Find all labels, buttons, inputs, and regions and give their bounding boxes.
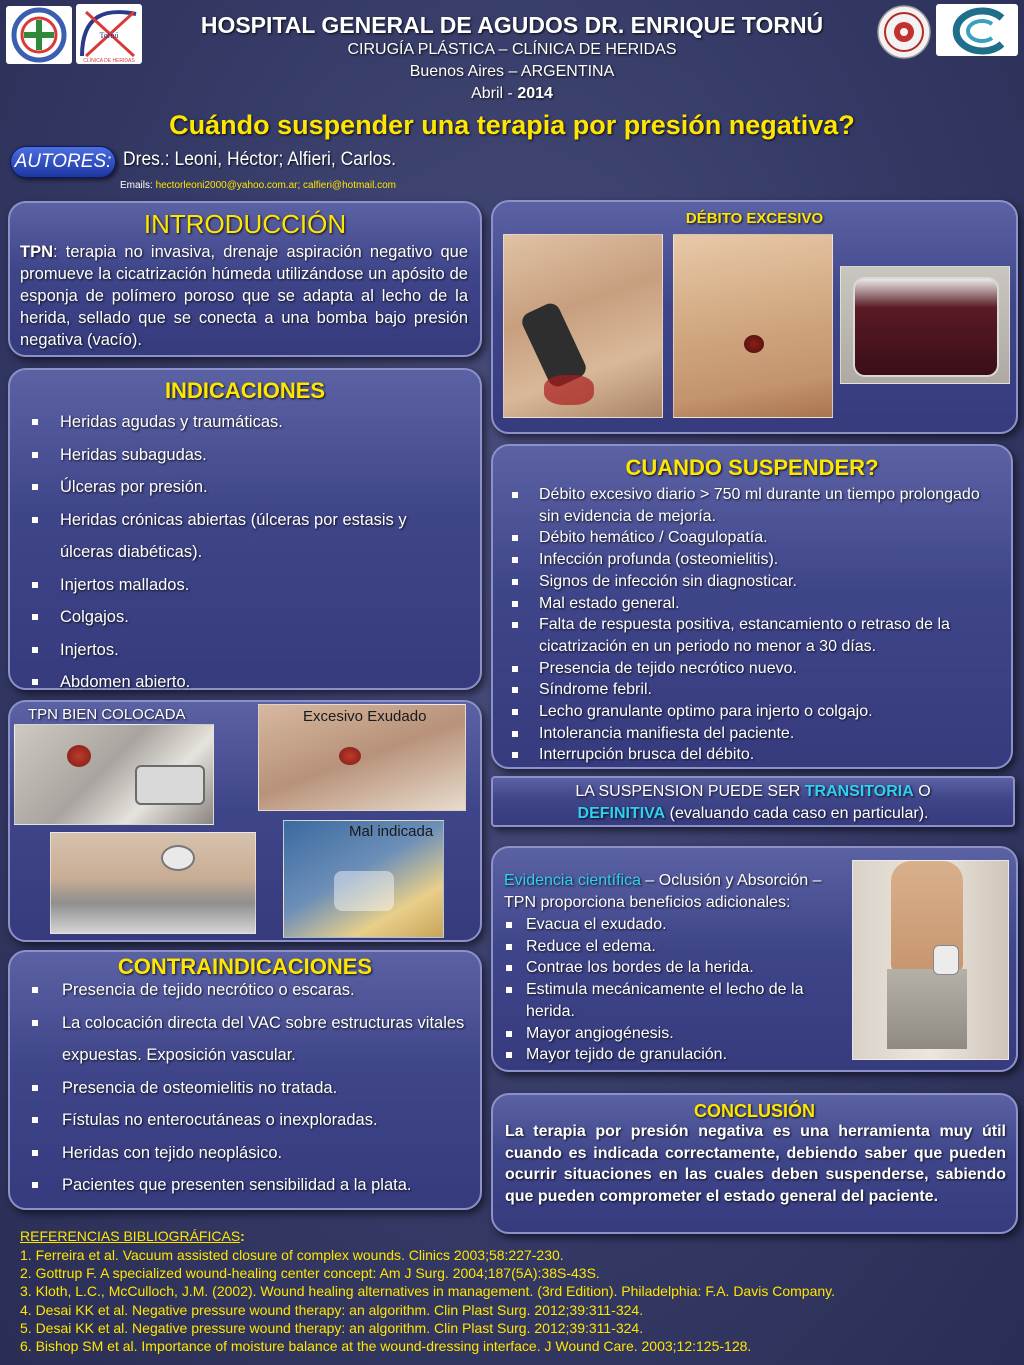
suspender-item: Débito hemático / Coagulopatía.	[503, 527, 993, 549]
emails-label: Emails:	[120, 180, 156, 191]
contraindicacion-item: Pacientes que presenten sensibilidad a la plata.	[18, 1169, 468, 1202]
clinic-logo	[76, 4, 142, 64]
suspender-item: Intolerancia manifiesta del paciente.	[503, 723, 993, 745]
department-name: CIRUGÍA PLÁSTICA – CLÍNICA DE HERIDAS	[347, 41, 677, 58]
date-prefix: Abril -	[471, 85, 518, 102]
indicacion-item: Heridas agudas y traumáticas.	[18, 406, 458, 439]
reference-item: 1. Ferreira et al. Vacuum assisted closure of complex wounds. Clinics 2003;58:227-230.	[20, 1247, 564, 1263]
evidencia-highlight: Evidencia científica	[504, 872, 641, 889]
poster-title: Cuándo suspender una terapia por presión negativa?	[169, 110, 855, 140]
email-addresses: hectorleoni2000@yahoo.com.ar; calfieri@hotmail.com	[155, 180, 396, 191]
wound-spot	[744, 335, 764, 353]
wound-spot	[67, 745, 91, 767]
photo-label-mal-indicada: Mal indicada	[349, 823, 434, 840]
references-title-text: REFERENCIAS BIBLIOGRÁFICAS	[20, 1228, 241, 1244]
conclusion-panel	[491, 1093, 1018, 1234]
photo-label-excesivo-exudado: Excesivo Exudado	[303, 708, 427, 725]
wound-spot	[339, 747, 361, 765]
suspender-item: Débito excesivo diario > 750 ml durante un tiempo prolongado sin evidencia de mejoría.	[503, 484, 993, 527]
evidencia-list	[502, 914, 852, 1066]
photo-debito-2	[673, 234, 833, 418]
reference-item: 6. Bishop SM et al. Importance of moisture balance at the wound-dressing interface. J Wound Care. 2003;12:125-128.	[20, 1338, 752, 1355]
drape-shape	[334, 871, 394, 911]
indicaciones-panel	[8, 368, 482, 690]
date	[150, 85, 874, 103]
suspender-panel	[491, 444, 1013, 769]
shorts-shape	[887, 969, 967, 1049]
references-title-colon: :	[240, 1228, 245, 1244]
evidencia-item: Mayor angiogénesis.	[502, 1023, 852, 1045]
contraindicacion-item: Heridas con tejido neoplásico.	[18, 1137, 468, 1170]
contraindicacion-item: Presencia de tejido necrótico o escaras.	[18, 974, 468, 1007]
photo-patient-abdomen	[50, 832, 256, 934]
indicacion-item: Abdomen abierto.	[18, 666, 458, 699]
location: Buenos Aires – ARGENTINA	[409, 63, 615, 80]
suspender-item: Falta de respuesta positiva, estancamiento o retraso de la cicatrización en un periodo no menor a 30 días.	[503, 614, 993, 657]
clinic-logo-text: Tornú	[99, 31, 119, 40]
tube-shape	[135, 765, 205, 805]
vac-device-shape	[933, 945, 959, 975]
intro-text	[20, 241, 468, 351]
date-year: 2014	[517, 85, 553, 102]
dressing-shape	[161, 845, 195, 871]
emails	[120, 180, 396, 191]
conclusion-title: CONCLUSIÓN	[694, 1101, 815, 1121]
suspender-item: Infección profunda (osteomielitis).	[503, 549, 993, 571]
indicaciones-list	[18, 406, 458, 699]
suspender-item: Síndrome febril.	[503, 679, 993, 701]
contraindicacion-item: La colocación directa del VAC sobre estructuras vitales expuestas. Exposición vascular.	[18, 1007, 468, 1072]
canister-shape	[853, 277, 999, 377]
indicacion-item: Heridas subagudas.	[18, 439, 458, 472]
references-list	[20, 1246, 1010, 1355]
intro-body: : terapia no invasiva, drenaje aspiración negativo que promueve la cicatrización húmeda utilizándose un apósito de esponja de polímero poroso que se adapta al lecho de la herida, sellado que se conecta a una bomba bajo presión negativa (vacío).	[20, 243, 468, 349]
clinic-logo-subtext: CLÍNICA DE HERIDAS	[83, 58, 135, 64]
evidencia-intro-text: – Oclusión y Absorción – TPN proporciona beneficios adicionales:	[504, 872, 822, 911]
suspension-text	[493, 781, 1013, 824]
indicacion-item: Injertos mallados.	[18, 569, 458, 602]
suspension-banner	[491, 776, 1015, 827]
photo-patient-standing	[852, 860, 1009, 1060]
evidencia-intro	[504, 870, 848, 913]
contraindicaciones-panel	[8, 950, 482, 1210]
suspender-title: CUANDO SUSPENDER?	[625, 455, 879, 480]
suspender-item: Presencia de tejido necrótico nuevo.	[503, 658, 993, 680]
photo-debito-canister	[840, 266, 1010, 384]
evidencia-item: Estimula mecánicamente el lecho de la herida.	[502, 979, 852, 1022]
suspender-item: Lecho granulante optimo para injerto o colgajo.	[503, 701, 993, 723]
hospital-name: HOSPITAL GENERAL DE AGUDOS DR. ENRIQUE TORNÚ	[200, 12, 824, 38]
contraindicaciones-title: CONTRAINDICACIONES	[117, 954, 373, 979]
photo-label-bien-colocada: TPN BIEN COLOCADA	[28, 706, 186, 723]
debito-title: DÉBITO EXCESIVO	[685, 210, 824, 227]
reference-item: 5. Desai KK et al. Negative pressure wound therapy: an algorithm. Clin Plast Surg. 2012;39:311-324.	[20, 1319, 644, 1336]
photo-tpn-bien-colocada	[14, 724, 214, 825]
suspender-item: Mal estado general.	[503, 593, 993, 615]
evidencia-item: Contrae los bordes de la herida.	[502, 957, 852, 979]
indicacion-item: Injertos.	[18, 634, 458, 667]
evidencia-item: Evacua el exudado.	[502, 914, 852, 936]
intro-term: TPN	[20, 243, 53, 261]
association-seal-logo	[876, 4, 932, 60]
suspender-item: Signos de infección sin diagnosticar.	[503, 571, 993, 593]
reference-item: 3. Kloth, L.C., McCulloch, J.M. (2002). Wound healing alternatives in management. (3rd Edition). Philadelphia: F.A. Davis Company.	[20, 1283, 835, 1300]
suspender-item: Interrupción brusca del débito.	[503, 744, 993, 766]
reference-item: 4. Desai KK et al. Negative pressure wound therapy: an algorithm. Clin Plast Surg. 2012;39:311-324.	[20, 1301, 644, 1318]
indicacion-item: Heridas crónicas abiertas (úlceras por estasis y úlceras diabéticas).	[18, 504, 458, 569]
blood-spot	[544, 375, 594, 405]
photo-debito-1	[503, 234, 663, 418]
reference-item: 2. Gottrup F. A specialized wound-healing center concept: Am J Surg. 2004;187(5A):38S-43S.	[20, 1265, 600, 1282]
intro-panel	[8, 201, 482, 357]
suspender-list	[503, 484, 993, 766]
suspension-part3: (evaluando cada caso en particular).	[665, 804, 929, 822]
hospital-logo	[6, 6, 72, 64]
suspension-part1: LA SUSPENSION PUEDE SER	[575, 783, 805, 800]
evidencia-item: Mayor tejido de granulación.	[502, 1044, 852, 1066]
indicaciones-title: INDICACIONES	[164, 378, 326, 403]
conclusion-text: La terapia por presión negativa es una herramienta muy útil cuando es indicada correctamente, debiendo saber que pueden ocurrir situaciones en las cuales deben suspenderse, sabiendo que pueden comprometer el estado general del paciente.	[505, 1123, 1006, 1206]
contraindicaciones-list	[18, 974, 468, 1202]
authors-label: AUTORES:	[10, 146, 116, 178]
evidencia-item: Reduce el edema.	[502, 936, 852, 958]
contraindicacion-item: Fístulas no enterocutáneas o inexploradas.	[18, 1104, 468, 1137]
society-logo	[936, 4, 1018, 56]
contraindicacion-item: Presencia de osteomielitis no tratada.	[18, 1072, 468, 1105]
indicacion-item: Úlceras por presión.	[18, 471, 458, 504]
authors-names: Dres.: Leoni, Héctor; Alfieri, Carlos.	[123, 149, 396, 170]
suspension-definitiva: DEFINITIVA	[577, 804, 666, 822]
intro-title: INTRODUCCIÓN	[143, 209, 347, 239]
suspension-part2: O	[913, 783, 931, 800]
references-title	[20, 1228, 245, 1244]
suspension-transitoria: TRANSITORIA	[804, 783, 914, 800]
indicacion-item: Colgajos.	[18, 601, 458, 634]
